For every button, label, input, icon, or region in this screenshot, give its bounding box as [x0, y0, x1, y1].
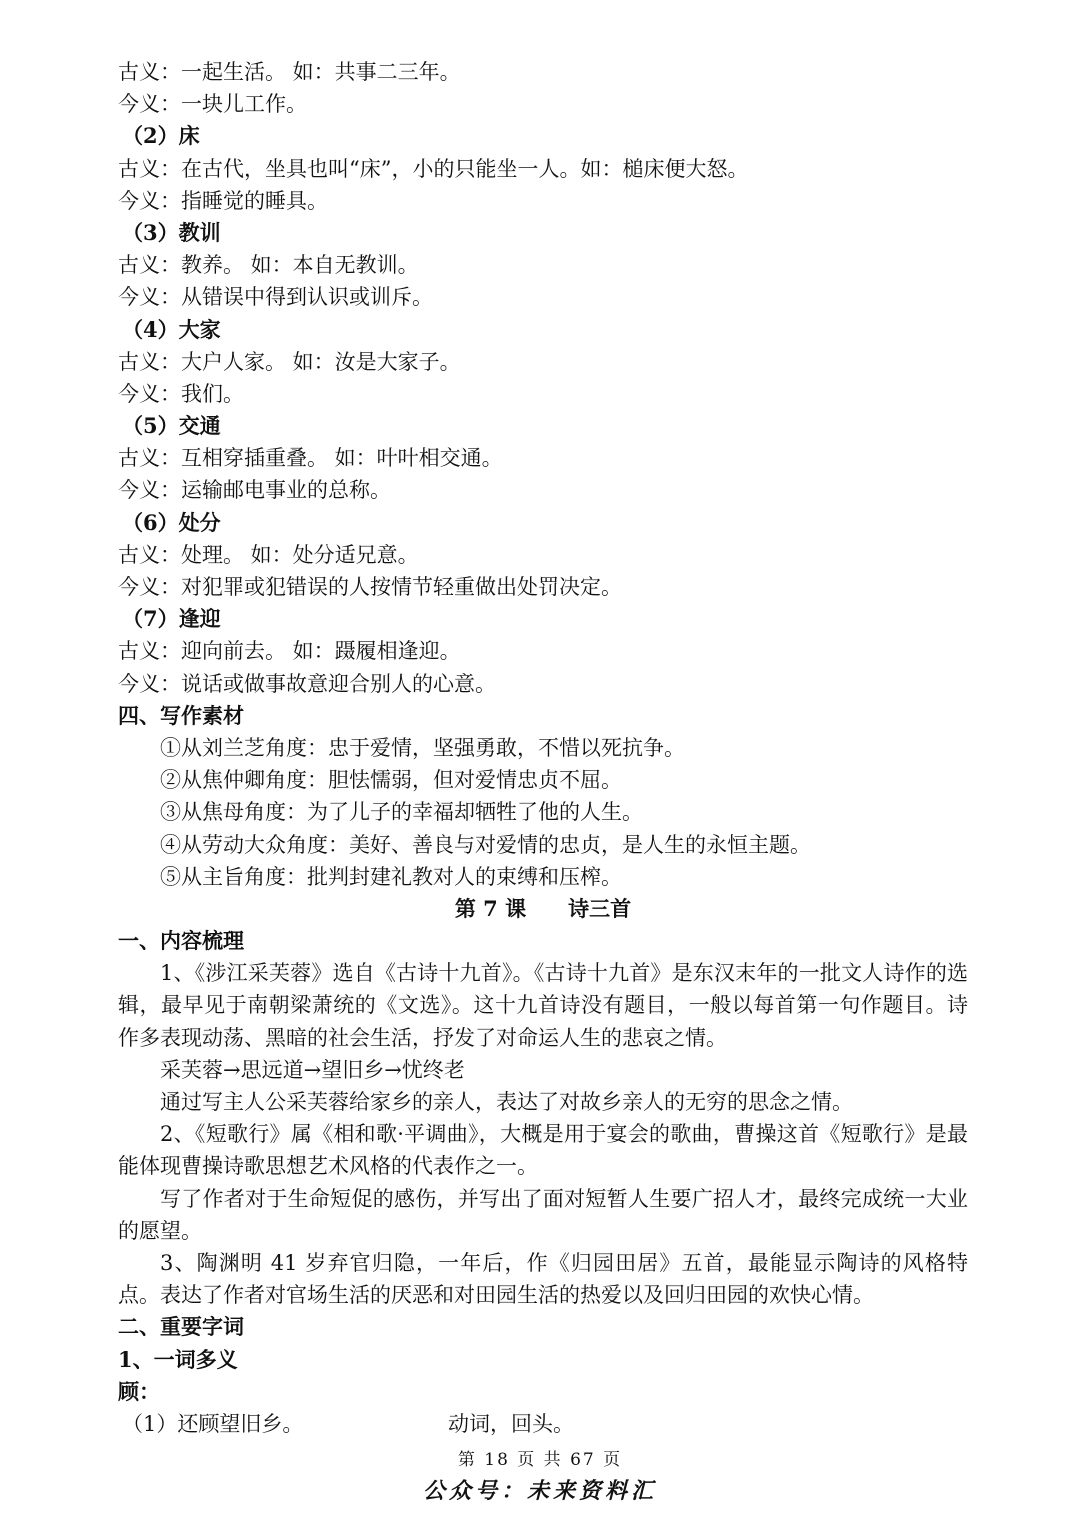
paragraph: 写了作者对于生命短促的感伤，并写出了面对短暂人生要广招人才，最终完成统一大业的愿望。 [118, 1186, 968, 1243]
example-sentence: （1）还顾望旧乡。 [122, 1412, 304, 1437]
term-heading: （7）逢迎 [122, 606, 221, 632]
ancient-meaning: 古义：迎向前去。 如：蹑履相逢迎。 [118, 639, 461, 664]
text-line: 今义：一块儿工作。 [118, 92, 307, 117]
ancient-meaning: 古义：互相穿插重叠。 如：叶叶相交通。 [118, 446, 503, 471]
term-heading: （3）教训 [122, 219, 221, 245]
list-item: ⑤从主旨角度：批判封建礼教对人的束缚和压榨。 [160, 864, 622, 889]
term-heading: （6）处分 [122, 509, 221, 535]
paragraph: 通过写主人公采芙蓉给家乡的亲人，表达了对故乡亲人的无穷的思念之情。 [160, 1090, 853, 1115]
list-item: ④从劳动大众角度：美好、善良与对爱情的忠贞，是人生的永恒主题。 [160, 832, 811, 857]
ancient-meaning: 古义：处理。 如：处分适兄意。 [118, 542, 419, 567]
text-line: 古义：一起生活。 如：共事二三年。 [118, 60, 461, 84]
paragraph: 1、《涉江采芙蓉》选自《古诗十九首》。《古诗十九首》是东汉末年的一批文人诗作的选辑，最早见于南朝梁萧统的《文选》。这十九首诗没有题目，一般以每首第一句作题目。诗作多表现动荡、黑暗的社会生活，抒发了对命运人生的悲哀之情。 [118, 961, 968, 1050]
document-body [118, 56, 968, 1440]
modern-meaning: 今义：运输邮电事业的总称。 [118, 478, 391, 503]
term-heading: （2）床 [122, 123, 200, 149]
modern-meaning: 今义：我们。 [118, 381, 244, 406]
paragraph: 2、《短歌行》属《相和歌·平调曲》，大概是用于宴会的歌曲，曹操这首《短歌行》是最能体现曹操诗歌思想艺术风格的代表作之一。 [118, 1122, 968, 1179]
definition: 动词，回头。 [448, 1412, 574, 1437]
poem-flow: 采芙蓉→思远道→望旧乡→忧终老 [160, 1057, 465, 1082]
list-item: ②从焦仲卿角度：胆怯懦弱，但对爱情忠贞不屈。 [160, 768, 622, 793]
section-heading-writing-material: 四、写作素材 [118, 702, 244, 728]
ancient-meaning: 古义：教养。 如：本自无教训。 [118, 253, 419, 278]
modern-meaning: 今义：从错误中得到认识或训斥。 [118, 285, 433, 310]
subsection-heading: 1、一词多义 [118, 1346, 238, 1372]
lesson-number: 第 7 课 [454, 895, 527, 921]
modern-meaning: 今义：说话或做事故意迎合别人的心意。 [118, 671, 496, 696]
word-heading: 顾： [118, 1378, 160, 1404]
lesson-name: 诗三首 [568, 895, 632, 921]
list-item: ①从刘兰芝角度：忠于爱情，坚强勇敢，不惜以死抗争。 [160, 735, 685, 760]
modern-meaning: 今义：对犯罪或犯错误的人按情节轻重做出处罚决定。 [118, 575, 622, 599]
ancient-meaning: 古义：大户人家。 如：汝是大家子。 [118, 349, 461, 374]
page-number: 第 18 页 共 67 页 [457, 1450, 623, 1470]
term-heading: （4）大家 [122, 316, 221, 342]
lesson-title [118, 893, 968, 925]
list-item: ③从焦母角度：为了儿子的幸福却牺牲了他的人生。 [160, 800, 643, 825]
paragraph: 3、陶渊明 41 岁弃官归隐，一年后，作《归园田居》五首，最能显示陶诗的风格特点。表达了作者对官场生活的厌恶和对田园生活的热爱以及回归田园的欢快心情。 [118, 1251, 968, 1308]
section-heading-key-words: 二、重要字词 [118, 1314, 244, 1340]
definition-row [118, 1408, 968, 1440]
modern-meaning: 今义：指睡觉的睡具。 [118, 188, 328, 213]
section-heading-content: 一、内容梳理 [118, 928, 244, 954]
brand-footer: 公众号：未来资料汇 [422, 1479, 657, 1504]
ancient-meaning: 古义：在古代，坐具也叫“床”，小的只能坐一人。如：槌床便大怒。 [118, 156, 749, 181]
term-heading: （5）交通 [122, 413, 221, 439]
